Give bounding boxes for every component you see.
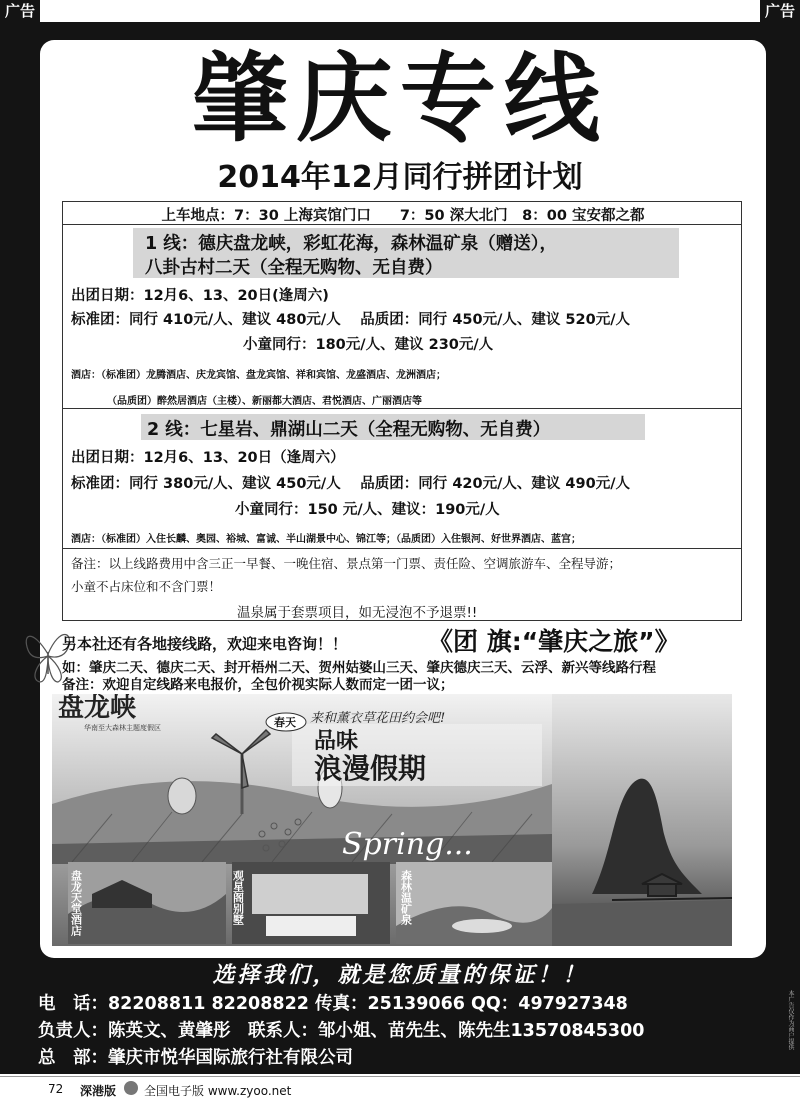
route1-title-line1: 1 线：德庆盘龙峡，彩虹花海，森林温矿泉（赠送）， bbox=[145, 234, 558, 254]
photo-headline-1: 品味 bbox=[314, 728, 359, 754]
photo-tag: 春天 bbox=[274, 716, 296, 729]
route2-departure: 出团日期：12月6、13、20日（逢周六） bbox=[71, 450, 345, 466]
notes-line1: 备注：以上线路费用中含三正一早餐、一晚住宿、景点第一门票、责任险、空调旅游车、全程导游； bbox=[71, 556, 622, 571]
divider bbox=[63, 408, 741, 409]
route1-title-line2: 八卦古村二天（全程无购物、无自费） bbox=[145, 258, 443, 278]
photo-spring-text: Spring... bbox=[342, 827, 473, 862]
website-link[interactable]: 全国电子版 www.zyoo.net bbox=[144, 1084, 292, 1098]
route1-price: 标准团：同行 410元/人、建议 480元/人 品质团：同行 450元/人、建议 520元/人 bbox=[71, 312, 630, 328]
tour-plan-table bbox=[62, 201, 742, 621]
team-flag-text: 《团 旗:“肇庆之旅”》 bbox=[428, 627, 680, 656]
photo-logo-subtitle: 华南至大森林主题度假区 bbox=[84, 724, 161, 732]
route2-price: 标准团：同行 380元/人、建议 450元/人 品质团：同行 420元/人、建议 490元/人 bbox=[71, 476, 630, 492]
other-routes-text: 另本社还有各地接线路，欢迎来电咨询！！ bbox=[62, 635, 348, 653]
edition-label: 深港版 bbox=[80, 1084, 117, 1098]
contact-people: 负责人：陈英文、黄肇彤 联系人：邹小姐、苗先生、陈先生13570845300 bbox=[38, 1021, 645, 1041]
route1-hotels-standard: 酒店：（标准团）龙腾酒店、庆龙宾馆、盘龙宾馆、祥和宾馆、龙盛酒店、龙洲酒店； bbox=[71, 370, 446, 381]
contact-phone: 电 话：82208811 82208822 传真：25139066 QQ：497927348 bbox=[38, 994, 628, 1014]
route2-title: 2 线：七星岩、鼎湖山二天（全程无购物、无自费） bbox=[147, 420, 551, 440]
page-subtitle: 2014年12月同行拼团计划 bbox=[217, 160, 583, 195]
route1-departure: 出团日期：12月6、13、20日(逢周六) bbox=[71, 288, 329, 304]
custom-route-remark: 备注：欢迎自定线路来电报价，全包价视实际人数而定一团一议； bbox=[62, 677, 454, 693]
example-routes: 如：肇庆二天、德庆二天、封开梧州二天、贺州姑婆山三天、肇庆德庆三天、云浮、新兴等线路行程 bbox=[62, 660, 656, 676]
photo-headline-2: 浪漫假期 bbox=[314, 752, 427, 785]
ad-tag-left: 广告 bbox=[0, 0, 40, 22]
thumb3-label: 森林温矿泉 bbox=[399, 870, 413, 925]
contact-headquarters: 总 部：肇庆市悦华国际旅行社有限公司 bbox=[38, 1048, 353, 1068]
thumb2-label: 观星阁别墅 bbox=[231, 870, 245, 925]
logo-icon bbox=[124, 1081, 138, 1095]
promo-photo-collage bbox=[52, 694, 732, 946]
pickup-location: 上车地点：7：30 上海宾馆门口 7：50 深大北门 8：00 宝安都之都 bbox=[161, 208, 645, 224]
page-title: 肇庆专线 bbox=[192, 43, 608, 155]
route2-hotels: 酒店：（标准团）入住长麟、奥园、裕城、富诚、半山湖景中心、锦江等；（品质团）入住银河、好世界酒店、蓝宫； bbox=[71, 534, 581, 545]
thumb1-label: 盘龙天堂酒店 bbox=[69, 870, 83, 936]
route1-hotels-premium: （品质团）醉然居酒店（主楼）、新丽都大酒店、君悦酒店、广丽酒店等 bbox=[107, 396, 422, 407]
photo-invite: 来和薰衣草花田约会吧! bbox=[310, 711, 446, 726]
divider bbox=[63, 548, 741, 549]
side-note: 本广告仅作为商户提供 bbox=[787, 990, 794, 1050]
page-footer bbox=[0, 1076, 800, 1101]
notes-line3: 温泉属于套票项目，如无浸泡不予退票!! bbox=[237, 605, 478, 621]
notes-line2: 小童不占床位和不含门票！ bbox=[71, 579, 222, 594]
page-number: 72 bbox=[48, 1082, 64, 1096]
divider bbox=[63, 224, 741, 225]
slogan: 选择我们，就是您质量的保证！！ bbox=[212, 963, 588, 988]
route1-child-price: 小童同行：180元/人、建议 230元/人 bbox=[243, 337, 494, 353]
route2-child-price: 小童同行：150 元/人、建议：190元/人 bbox=[235, 502, 500, 518]
photo-logo-text: 盘龙峡 bbox=[58, 694, 137, 723]
ad-tag-right: 广告 bbox=[760, 0, 800, 22]
